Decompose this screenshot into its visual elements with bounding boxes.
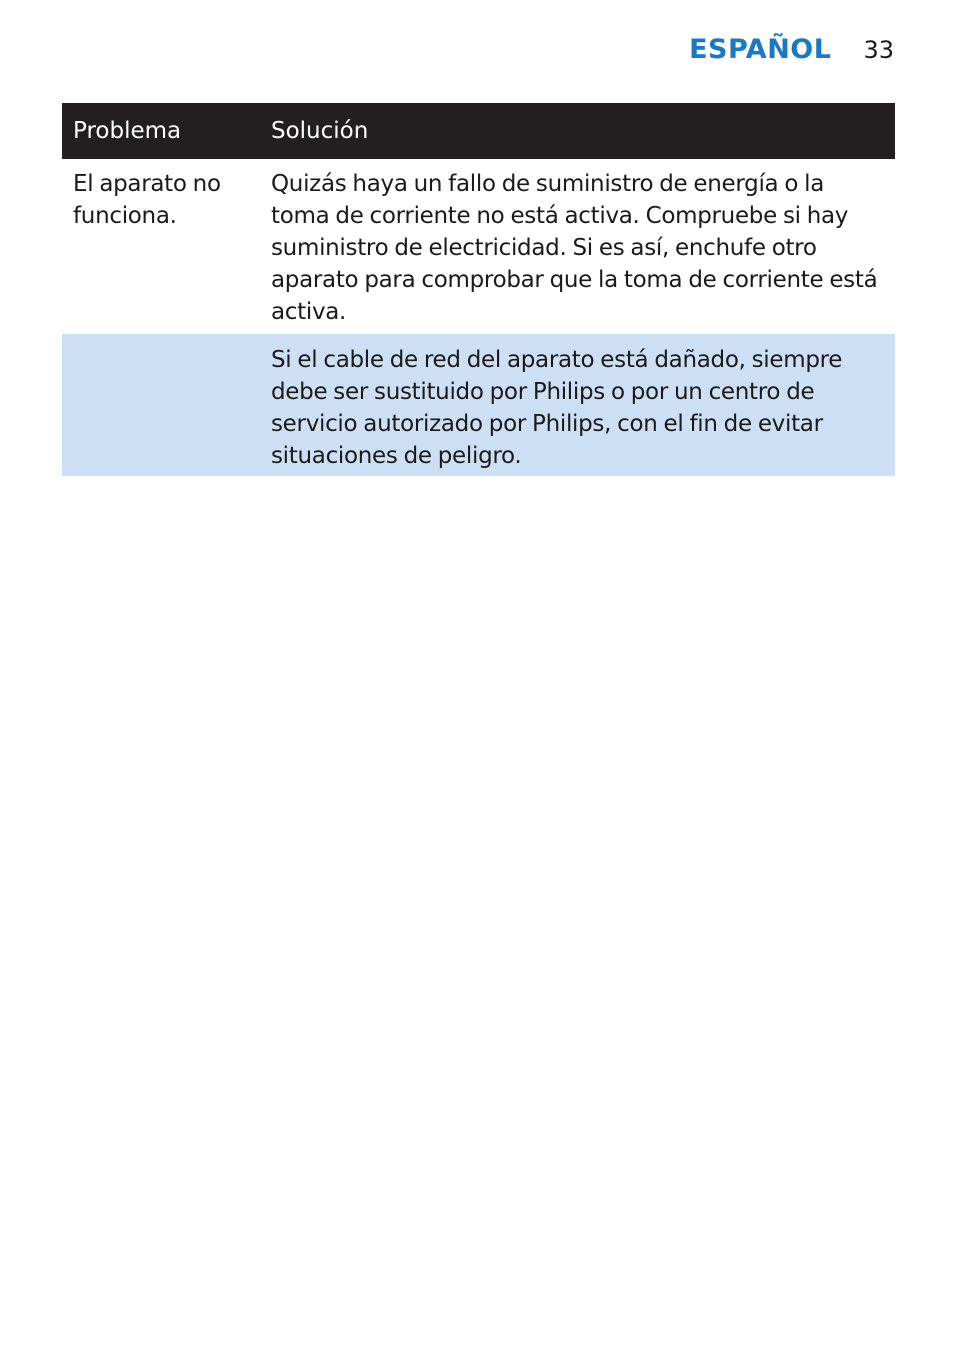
- table-row: [62, 334, 895, 476]
- problem-cell: El aparato no funciona.: [73, 171, 221, 229]
- table-header: [62, 103, 895, 159]
- section-title: ESPAÑOL: [689, 34, 832, 65]
- solution-cell: Si el cable de red del aparato está dañado, siempre debe ser sustituido por Philips o por un centro de servicio autorizado por Philips, con el fin de evitar situaciones de peligro.: [271, 347, 843, 469]
- page-number: 33: [863, 36, 894, 64]
- table-row: [62, 159, 895, 334]
- problem-cell: [62, 344, 271, 466]
- column-header-solution: Solución: [271, 118, 369, 144]
- page-header: [689, 34, 894, 65]
- column-header-problem: Problema: [73, 118, 182, 144]
- troubleshooting-table: [62, 103, 895, 476]
- solution-cell: Quizás haya un fallo de suministro de energía o la toma de corriente no está activa. Compruebe si hay suministro de electricidad. Si es así, enchufe otro aparato para comprobar que la toma de corriente está activa.: [271, 171, 878, 325]
